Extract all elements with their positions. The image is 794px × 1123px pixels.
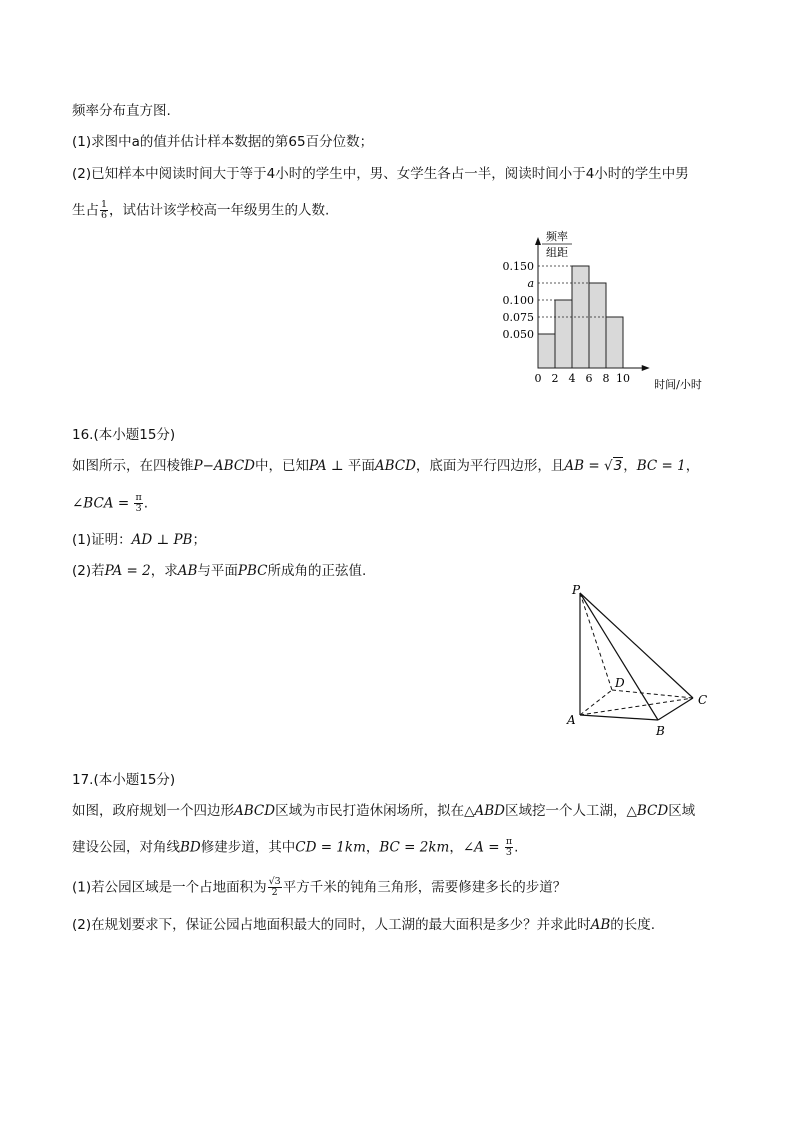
q17-line1: 如图，政府规划一个四边形ABCD区域为市民打造休闲场所，拟在△ABD区域挖一个人工湖，△BCD区域: [72, 803, 696, 819]
y-tick-label: 0.075: [502, 311, 534, 324]
edge-BC: [658, 698, 693, 720]
x-tick-label: 4: [568, 372, 576, 385]
x-tick-label: 2: [551, 372, 559, 385]
pyramid-figure: [560, 580, 720, 745]
edge-PC: [580, 593, 693, 698]
edge-AB: [580, 715, 658, 720]
x-axis-arrow: [642, 365, 650, 371]
edge-PB: [580, 593, 658, 720]
vertex-label-B: B: [656, 724, 665, 738]
q16-part1: (1)证明：AD ⊥ PB；: [72, 532, 206, 548]
x-tick-label: 10: [616, 372, 630, 385]
histogram-bar: [606, 317, 623, 368]
vertex-label-C: C: [698, 693, 708, 707]
frequency-histogram: [490, 226, 720, 394]
y-tick-label: 0.100: [502, 294, 534, 307]
q16-line2: ∠BCA = $\frac{\pi}{3}$ .: [72, 492, 149, 514]
q15-part1: (1)求图中a的值并估计样本数据的第65百分位数；: [72, 134, 374, 150]
vertex-label-P: P: [572, 583, 581, 597]
x-axis-label: 时间/小时: [654, 378, 702, 391]
q15-part2-line2: 生占 $\frac{1}{6}$ ，试估计该学校高一年级男生的人数.: [72, 199, 330, 221]
q15-part2-line1: (2)已知样本中阅读时间大于等于4小时的学生中，男、女学生各占一半，阅读时间小于4小时的学生中男: [72, 166, 689, 182]
y-tick-label: 0.150: [502, 260, 534, 273]
y-axis-arrow: [535, 237, 541, 245]
q15-intro-tail: 频率分布直方图.: [72, 103, 171, 119]
x-tick-label: 6: [585, 372, 593, 385]
edge-DC: [612, 690, 693, 698]
sqrt-three: √3: [604, 458, 623, 474]
y-tick-label: a: [527, 277, 534, 290]
q17-line2: 建设公园，对角线BD修建步道，其中CD = 1km，BC = 2km，∠A = $\frac{\pi}{3}$ .: [72, 836, 519, 858]
diagonal-AC: [580, 698, 693, 715]
histogram-bar: [538, 334, 555, 368]
vertex-label-A: A: [567, 713, 576, 727]
q16-heading: 16.(本小题15分): [72, 427, 176, 443]
q17-part2: (2)在规划要求下，保证公园占地面积最大的同时，人工湖的最大面积是多少？并求此时AB的长度.: [72, 917, 656, 933]
fraction-sqrt3-over-2: $\frac{√3}{2}$: [268, 876, 281, 898]
q16-part2: (2)若PA = 2，求AB与平面PBC所成角的正弦值.: [72, 563, 367, 579]
x-tick-label: 8: [602, 372, 610, 385]
y-tick-label: 0.050: [502, 328, 534, 341]
y-axis-label-numerator: 频率: [546, 230, 568, 243]
q16-line1: 如图所示，在四棱锥P−ABCD中，已知PA ⊥ 平面ABCD，底面为平行四边形，且AB = √3，BC = 1，: [72, 458, 700, 474]
histogram-bar: [589, 283, 606, 368]
vertex-label-D: D: [615, 676, 625, 690]
histogram-bar: [555, 300, 572, 368]
fraction-pi-over-3: $\frac{\pi}{3}$: [135, 492, 142, 514]
q17-part1: (1)若公园区域是一个占地面积为 $\frac{√3}{2}$ 平方千米的钝角三角形，需要修建多长的步道？: [72, 876, 567, 898]
y-axis-label-denominator: 组距: [546, 246, 568, 259]
fraction-one-sixth: $\frac{1}{6}$: [101, 199, 108, 221]
q17-heading: 17.(本小题15分): [72, 772, 176, 788]
edge-AD: [580, 690, 612, 715]
x-tick-label: 0: [534, 372, 542, 385]
fraction-pi-over-3: $\frac{\pi}{3}$: [505, 836, 513, 858]
